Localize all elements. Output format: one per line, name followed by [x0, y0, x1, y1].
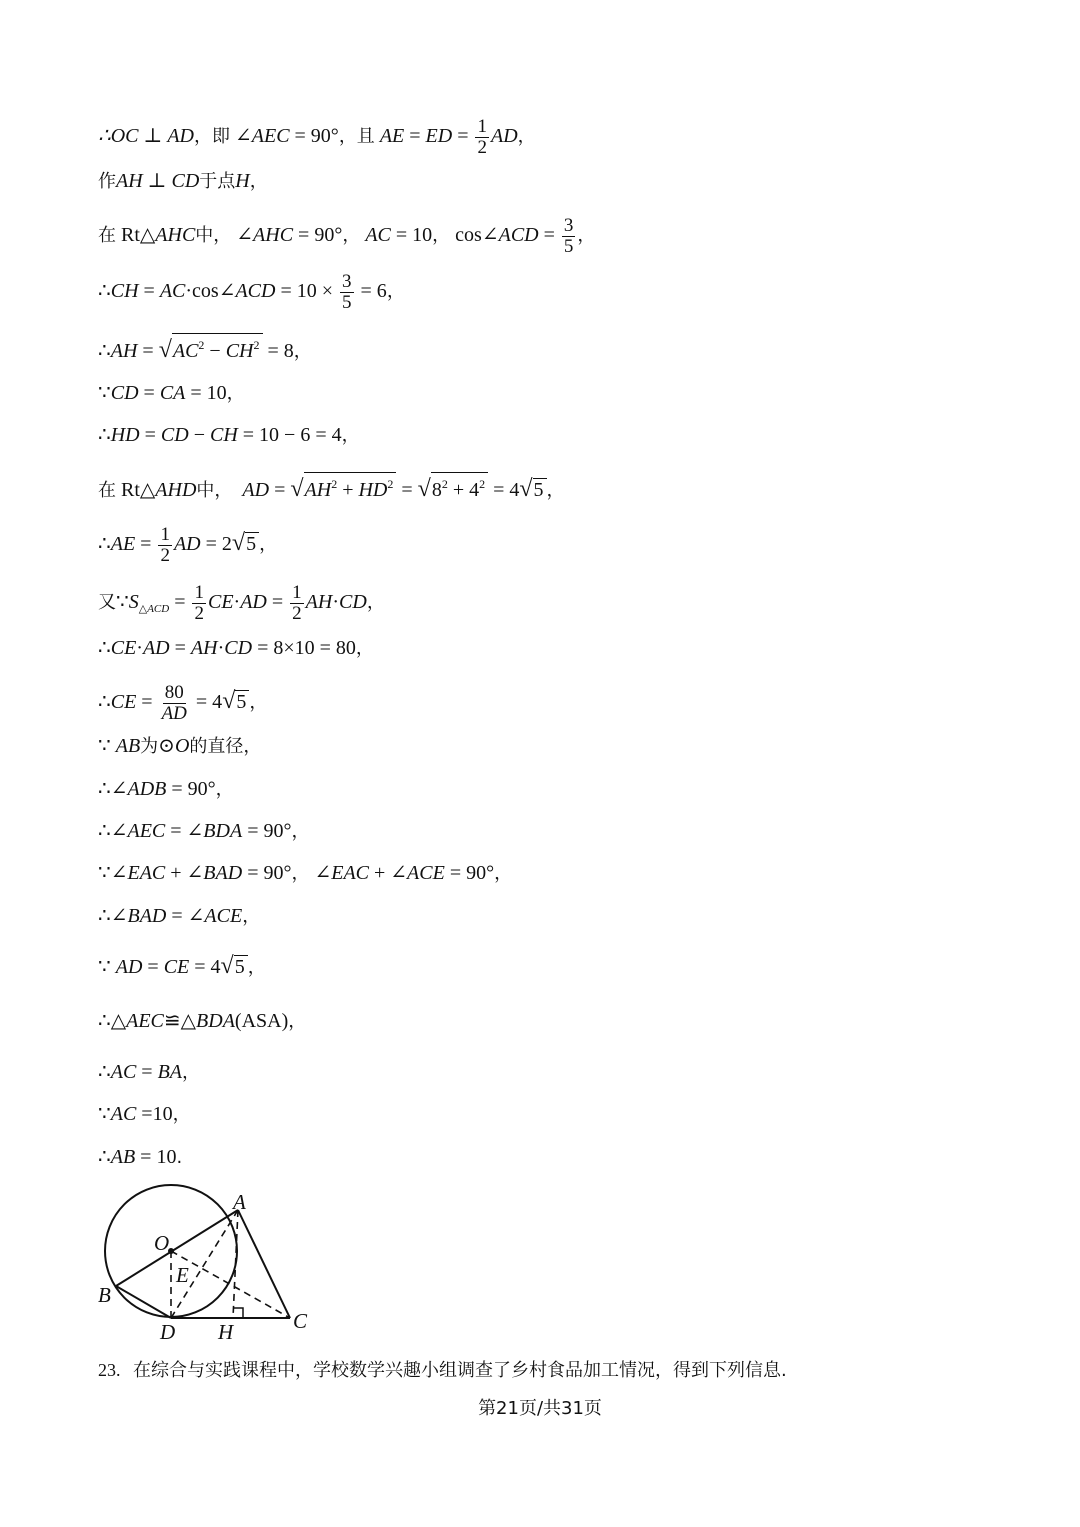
proof-line-18: ∵ AD = CE = 4√5 ， — [98, 953, 266, 979]
label-d: D — [160, 1320, 176, 1344]
segment-bd — [116, 1286, 171, 1318]
label-c: C — [293, 1309, 308, 1333]
geometry-figure — [96, 1184, 336, 1344]
proof-line-15: ∴∠AEC = ∠BDA = 90°， — [98, 820, 310, 842]
proof-line-7: ∴HD = CD − CH = 10 − 6 = 4， — [98, 424, 360, 446]
proof-line-12: ∴CE = $\frac{80}{AD}$ = 4√5 ， — [98, 682, 268, 724]
proof-line-3: 在 Rt△AHC中， ∠AHC = 90°， AC = 10， cos∠ACD = $\frac{3}{5}$ ， — [98, 215, 596, 257]
question-number: 23. — [98, 1360, 121, 1380]
proof-line-2: 作AH ⊥ CD于点H， — [98, 170, 268, 192]
proof-line-5: ∴AH = $√AC^2 - CH^2 = 8$， — [98, 333, 312, 365]
proof-line-19: ∴△AEC≌△BDA(ASA)， — [98, 1010, 307, 1032]
proof-line-22: ∴AB = 10. — [98, 1146, 183, 1168]
proof-line-16: ∵∠EAC + ∠BAD = 90°， ∠EAC + ∠ACE = 90°， — [98, 862, 513, 884]
proof-line-17: ∴∠BAD = ∠ACE， — [98, 905, 261, 927]
page-footer: 第21页/共31页 — [478, 1398, 602, 1419]
label-b: B — [98, 1283, 111, 1307]
question-text: 在综合与实践课程中，学校数学兴趣小组调查了乡村食品加工情况，得到下列信息. — [133, 1360, 787, 1381]
proof-line-21: ∵AC =10， — [98, 1103, 191, 1125]
question-23 — [98, 1356, 787, 1382]
proof-line-13: ∵ AB为⊙O的直径， — [98, 735, 262, 757]
segment-ah — [233, 1210, 238, 1318]
proof-line-4: ∴CH = AC·cos∠ACD = 10 × $\frac{3}{5}$ = 6， — [98, 271, 405, 313]
proof-line-10: 又$\because S_{\triangle ACD}$ = $\frac{1}{2}$ CE·AD = $\frac{1}{2}$ AH·CD， — [98, 582, 385, 624]
proof-line-11: ∴CE·AD = AH·CD = 8×10 = 80， — [98, 637, 374, 659]
right-angle-mark — [233, 1308, 243, 1318]
proof-line-6: ∵CD = CA = 10， — [98, 382, 245, 404]
proof-line-8: 在 Rt△AHD中， AD = $√AH^2 + HD^2 = √8^2 + 4^2 = 4√5$ ， — [98, 472, 565, 504]
proof-line-1: ∴OC ⊥ AD，即 ∠AEC = 90°，且 AE = ED = $\frac{1}{2}$ AD， — [98, 116, 536, 158]
segment-ac — [238, 1210, 290, 1318]
label-e: E — [176, 1263, 189, 1287]
segment-oc — [171, 1251, 290, 1318]
label-a: A — [233, 1190, 246, 1214]
label-h: H — [218, 1320, 234, 1344]
proof-line-14: ∴∠ADB = 90°， — [98, 778, 234, 800]
proof-line-9: ∴AE = $\frac{1}{2}$ AD = 2√5 ， — [98, 524, 278, 566]
label-o: O — [154, 1231, 170, 1255]
proof-line-20: ∴AC = BA， — [98, 1061, 201, 1083]
